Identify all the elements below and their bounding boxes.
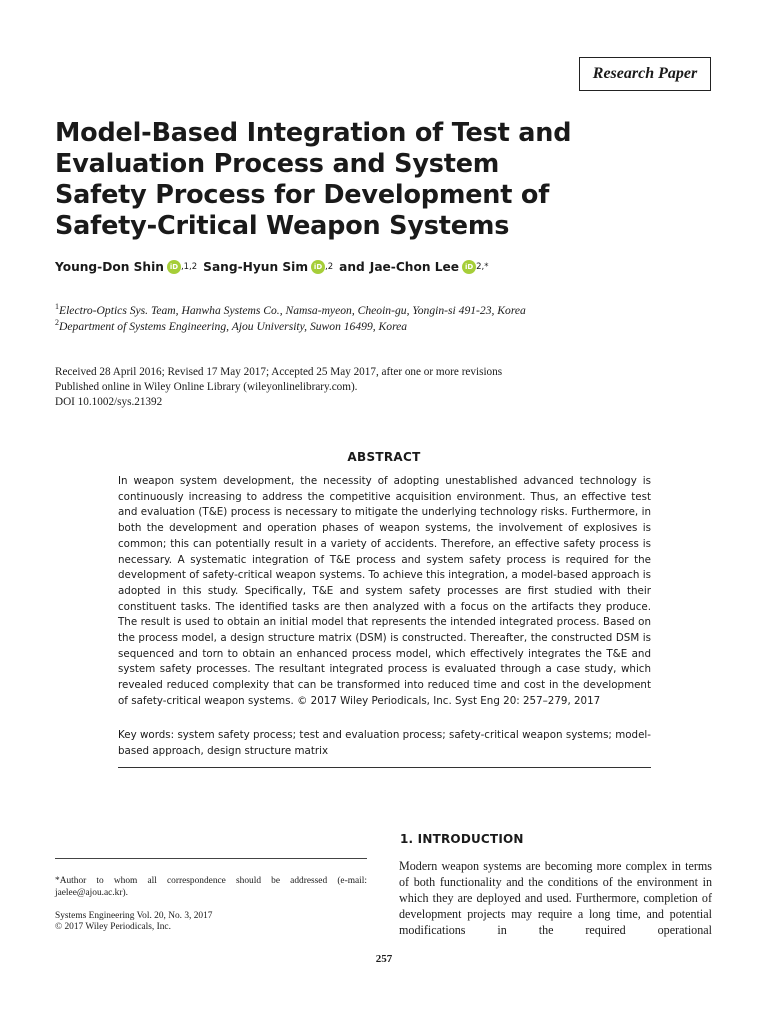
author-affiliation-mark: 2,* [476,262,489,272]
article-type-badge: Research Paper [579,57,711,91]
orcid-icon[interactable]: iD [167,260,181,274]
orcid-icon[interactable]: iD [462,260,476,274]
article-title [55,118,595,242]
author-affiliation-mark: ,1,2 [180,262,198,272]
doi[interactable]: DOI 10.1002/sys.21392 [55,396,163,408]
title-line: Evaluation Process and System [55,149,500,179]
section-heading: 1. INTRODUCTION [400,832,524,846]
received-dates: Received 28 April 2016; Revised 17 May 2017; Accepted 25 May 2017, after one or more revisions [55,366,503,378]
journal-citation: Systems Engineering Vol. 20, No. 3, 2017 [55,911,213,921]
published-online: Published online in Wiley Online Library (wileyonlinelibrary.com). [55,381,358,393]
author-list [55,260,655,274]
correspondence-footnote: *Author to whom all correspondence should be addressed (e-mail: jaelee@ajou.ac.kr). [55,876,367,899]
author-name: Young-Don Shin [55,260,164,274]
introduction-text: Modern weapon systems are becoming more complex in terms of both functionality and the conditions of the environment in which they are deployed and used. Furthermore, completion of development projects may require a long time, and potential modifications in the required operational [399,859,712,938]
title-line: Safety Process for Development of [55,180,550,210]
author-name: Jae-Chon Lee [369,260,460,274]
abstract-text: In weapon system development, the necessity of adopting unestablished advanced technology is continuously increasing to address the competitive acquisition environment. Thus, an effective test and evaluation (T&E) process is necessary to mitigate the underlying technology risks. Furthermore, in both the development and operation phases of weapon systems, the involvement of explosives is common; this can potentially result in a variety of accidents. Therefore, an effective safety process is necessary. A systematic integration of T&E process and system safety process is required for the development of safety-critical weapon systems. To achieve this integration, a model-based approach is adopted in this study. Specifically, T&E and system safety processes are first studied with their constituent tasks. The identified tasks are then analyzed with a focus on the artifacts they produce. The result is used to obtain an initial model that represents the intended integrated process. Based on the process model, a design structure matrix (DSM) is constructed. Thereafter, the constructed DSM is sequenced and torn to obtain an enhanced process model, which effectively integrates the T&E and system safety processes. The resultant integrated process is evaluated through a case study, which revealed reduced complexity that can be transformed into reduced time and cost in the development of safety-critical weapon systems. © 2017 Wiley Periodicals, Inc. Syst Eng 20: 257–279, 2017 [118,475,651,707]
keywords: Key words: system safety process; test and evaluation process; safety-critical weapon systems; model-based approach, design structure matrix [118,729,651,757]
abstract-heading: ABSTRACT [347,450,421,464]
page-number: 257 [375,953,393,965]
footnote-divider [55,858,367,859]
affiliation: $^1$Electro-Optics Sys. Team, Hanwha Systems Co., Namsa-myeon, Cheoin-gu, Yongin-si 491-23, Korea [55,302,526,317]
title-line: Model-Based Integration of Test and [55,118,572,148]
title-line: Safety-Critical Weapon Systems [55,211,510,241]
author-connector: and [339,260,365,274]
author-affiliation-mark: ,2 [325,262,334,272]
copyright-notice: © 2017 Wiley Periodicals, Inc. [55,922,171,932]
affiliation: $^2$Department of Systems Engineering, Ajou University, Suwon 16499, Korea [55,318,408,333]
author-name: Sang-Hyun Sim [203,260,309,274]
abstract-divider [118,767,651,768]
orcid-icon[interactable]: iD [311,260,325,274]
